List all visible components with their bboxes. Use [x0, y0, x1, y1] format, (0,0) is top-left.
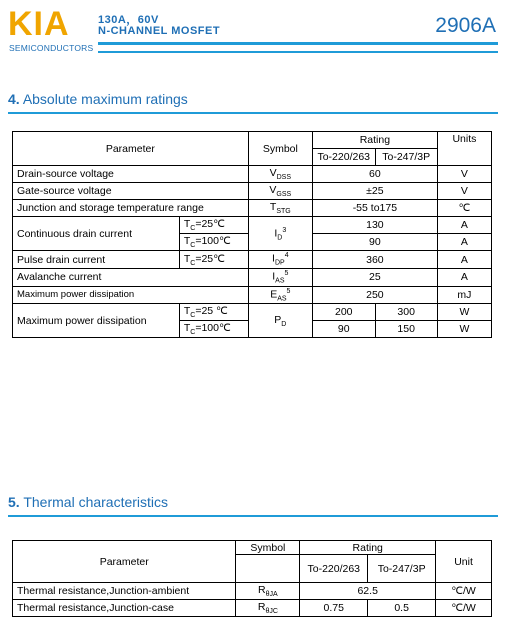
- company-subtitle: SEMICONDUCTORS: [9, 43, 94, 53]
- section-4-title: 4. Absolute maximum ratings: [8, 91, 188, 107]
- header-package-2: To-247/3P: [375, 149, 437, 166]
- table-row: Thermal resistance,Junction-ambient $R_{\theta JA}$ 62.5 ℃/W: [13, 583, 492, 600]
- table-row: Avalanche current $I_{AS}^5$ 25 A: [13, 269, 492, 287]
- header-parameter: Parameter: [13, 132, 249, 166]
- header-package-1: To-220/263: [300, 555, 368, 583]
- spec-type: N-CHANNEL MOSFET: [98, 25, 221, 37]
- table-row: Maximum power dissipation $E_{AS}^5$ 250 mJ: [13, 286, 492, 304]
- header-parameter: Parameter: [13, 541, 236, 583]
- header-symbol: Symbol: [236, 541, 300, 555]
- header-rule-top: [98, 42, 498, 45]
- header-symbol: Symbol: [248, 132, 312, 166]
- table-row: Drain-source voltage $V_{DSS}$ 60 V: [13, 166, 492, 183]
- table-row: Gate-source voltage $V_{GSS}$ ±25 V: [13, 183, 492, 200]
- table-row: Thermal resistance,Junction-case $R_{\theta JC}$ 0.75 0.5 ℃/W: [13, 600, 492, 617]
- thermal-characteristics-table: [12, 540, 492, 617]
- table-row: Continuous drain current $T_C=25℃$ $I_D^3$ 130 A: [13, 217, 492, 234]
- table-row: Pulse drain current $T_C=25℃$ $I_{DP}^4$ 360 A: [13, 251, 492, 269]
- header-unit: Unit: [436, 541, 492, 583]
- section-5-title: 5. Thermal characteristics: [8, 494, 169, 510]
- header-package-1: To-220/263: [312, 149, 375, 166]
- header-rating: Rating: [300, 541, 436, 555]
- part-number: 2906A: [435, 14, 496, 37]
- table-row: Junction and storage temperature range $T_{STG}$ -55 to175 ℃: [13, 200, 492, 217]
- company-logo: KIA: [8, 5, 70, 43]
- header-package-2: To-247/3P: [368, 555, 436, 583]
- table-row: $T_C=100℃$ 90 A: [13, 234, 492, 251]
- header-rating: Rating: [312, 132, 437, 149]
- table-row: $T_C=100℃$ 90 150 W: [13, 321, 492, 338]
- header-rule-bottom: [98, 51, 498, 53]
- header-units: Units: [437, 132, 491, 166]
- table-row: Maximum power dissipation $T_C=25$ ℃ $P_D$ 200 300 W: [13, 304, 492, 321]
- section-4-rule: [8, 112, 498, 114]
- spec-rating: 130A，60V: [98, 14, 159, 26]
- section-5-rule: [8, 515, 498, 517]
- absolute-max-ratings-table: [12, 131, 492, 338]
